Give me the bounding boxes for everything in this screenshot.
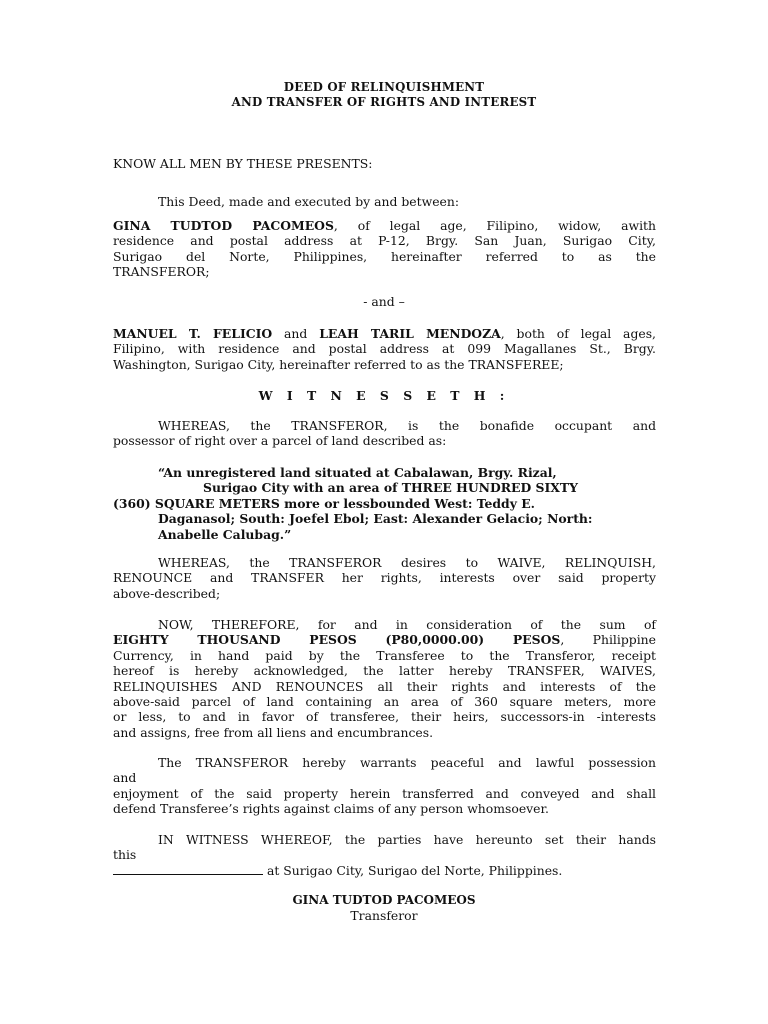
and-separator: - and – (363, 294, 405, 309)
land-description-quote: “An unregistered land situated at Cabalawan, Brgy. Rizal, Surigao City with an area of THREE HUNDRED SIXTY (360) SQUARE METERS more or lessbounded West: Teddy E. Daganasol; South: Joefel Ebol; East: Alexander Gelacio; North: Anabelle Calubag.” (113, 465, 593, 542)
witnesseth-heading: W I T N E S S E T H : (258, 388, 510, 403)
whereas-waive-paragraph: WHEREAS, the TRANSFEROR desires to WAIVE, RELINQUISH, RENOUNCE and TRANSFER her rights, interests over said property above-described; (113, 555, 656, 601)
whereas-occupant-paragraph: WHEREAS, the TRANSFEROR, is the bonafide occupant and possessor of right over a parcel of land described as: (113, 418, 656, 449)
now-therefore-paragraph: NOW, THEREFORE, for and in consideration of the sum of EIGHTY THOUSAND PESOS (P80,0000.00) PESOS, Philippine Currency, in hand paid by the Transferee to the Transferor, receipt hereof is hereby acknowledged, the latter hereby TRANSFER, WAIVES, RELINQUISHES AND RENOUNCES all their rights and interests of the above-said parcel of land containing an area of 360 square meters, more or less, to and in favor of transferee, their heirs, successors-in -interests and assigns, free from all liens and encumbrances. (113, 617, 656, 740)
consideration-amount: EIGHTY THOUSAND PESOS (P80,0000.00) PESOS (113, 632, 561, 648)
warranty-paragraph: The TRANSFEROR hereby warrants peaceful and lawful possession and enjoyment of the said property herein transferred and conveyed and shall defend Transferee’s rights against claims of any person whomsoever. (113, 755, 656, 817)
transferor-paragraph: GINA TUDTOD PACOMEOS, of legal age, Filipino, widow, awith residence and postal address at P-12, Brgy. San Juan, Surigao City, Surigao del Norte, Philippines, hereinafter referred to as the TRANSFEROR; (113, 218, 656, 280)
transferor-name: GINA TUDTOD PACOMEOS (113, 218, 334, 233)
transferee-name-2: LEAH TARIL MENDOZA (319, 326, 501, 341)
date-blank-line (113, 863, 263, 875)
title-line-1: DEED OF RELINQUISHMENT (283, 80, 485, 94)
transferee-name-1: MANUEL T. FELICIO (113, 326, 273, 341)
in-witness-paragraph: IN WITNESS WHEREOF, the parties have hereunto set their hands this at Surigao City, Surigao del Norte, Philippines. (113, 832, 656, 878)
deed-made-line: This Deed, made and executed by and between: (158, 194, 460, 209)
title-line-2: AND TRANSFER OF RIGHTS AND INTEREST (231, 95, 537, 109)
transferee-paragraph: MANUEL T. FELICIO and LEAH TARIL MENDOZA, both of legal ages, Filipino, with residence and postal address at 099 Magallanes St., Brgy. Washington, Surigao City, hereinafter referred to as the TRANSFEREE; (113, 326, 657, 372)
signatory-name: GINA TUDTOD PACOMEOS (292, 893, 476, 907)
signatory-role: Transferor (350, 908, 418, 923)
know-all-heading: KNOW ALL MEN BY THESE PRESENTS: (113, 156, 373, 171)
